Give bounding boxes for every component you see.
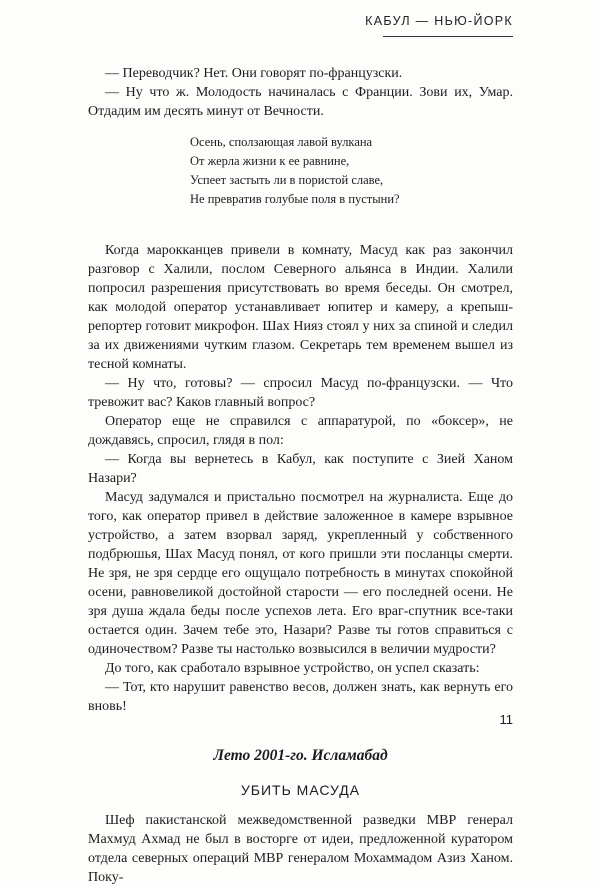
paragraph: Оператор еще не справился с аппаратурой, по «боксер», не дождавясь, спросил, глядя в пол: [88, 414, 513, 448]
poem-stanza [190, 133, 513, 209]
paragraph: — Тот, кто нарушит равенство весов, должен знать, как вернуть его вновь! [88, 680, 513, 714]
chapter-title: УБИТЬ МАСУДА [240, 782, 361, 798]
paragraph: Шеф пакистанской межведомственной разведки МВР генерал Махмуд Ахмад не был в восторге от идеи, предложенной куратором отдела северных операций МВР генералом Мохаммадом Азиз Ханом. Поку- [88, 813, 513, 885]
body-text [88, 64, 513, 887]
paragraph: Масуд задумался и пристально посмотрел на журналиста. Еще до того, как оператор привел в действие заложенное в камере взрывное устройство, а затем взорвал заряд, укрепленный у собственного подбрюшья, Шах Масуд понял, от кого пришли эти посланцы смерти. Не зря, не зря сердце его ощущало потребность в минутах спокойной осени, равновеликой достойной старости — его последней осени. Не зря душа ждала беды после успехов лета. Его враг-спутник все-таки остается один. Зачем тебе это, Назари? Разве ты готов справиться с одиночеством? Разве ты настолько возвысился в величии мудрости? [88, 490, 513, 657]
poem-line: Осень, сползающая лавой вулкана [190, 135, 373, 149]
page-number: 11 [499, 712, 513, 727]
paragraph: Когда марокканцев привели в комнату, Масуд как раз закончил разговор с Халили, послом Северного альянса в Индии. Халили попросил разрешения присутствовать во время беседы. Он смотрел, как молодой оператор устанавливает юпитер и камеру, а крепыш-репортер готовит микрофон. Шах Нияз стоял у них за спиной и следил за их движениями чутким глазом. Секретарь тем временем вышел из тесной комнаты. [88, 243, 513, 372]
dialogue-line: — Переводчик? Нет. Они говорят по-французски. [105, 66, 403, 81]
poem-line: От жерла жизни к ее равнине, [190, 154, 350, 168]
dialogue-line: — Ну что ж. Молодость начиналась с Франции. Зови их, Умар. Отдадим им десять минут от Вечности. [88, 85, 513, 119]
running-header: КАБУЛ — НЬЮ-ЙОРК [365, 14, 513, 28]
poem-line: Успеет застыть ли в пористой славе, [190, 173, 384, 187]
paragraph: — Ну что, готовы? — спросил Масуд по-французски. — Что тревожит вас? Каков главный вопрос? [88, 376, 513, 410]
section-title: Лето 2001-го. Исламабад [213, 747, 388, 764]
poem-line: Не превратив голубые поля в пустыни? [190, 192, 400, 206]
paragraph: — Когда вы вернетесь в Кабул, как поступите с Зией Ханом Назари? [88, 452, 513, 486]
header-rule [383, 36, 513, 37]
paragraph: До того, как сработало взрывное устройство, он успел сказать: [105, 661, 480, 676]
